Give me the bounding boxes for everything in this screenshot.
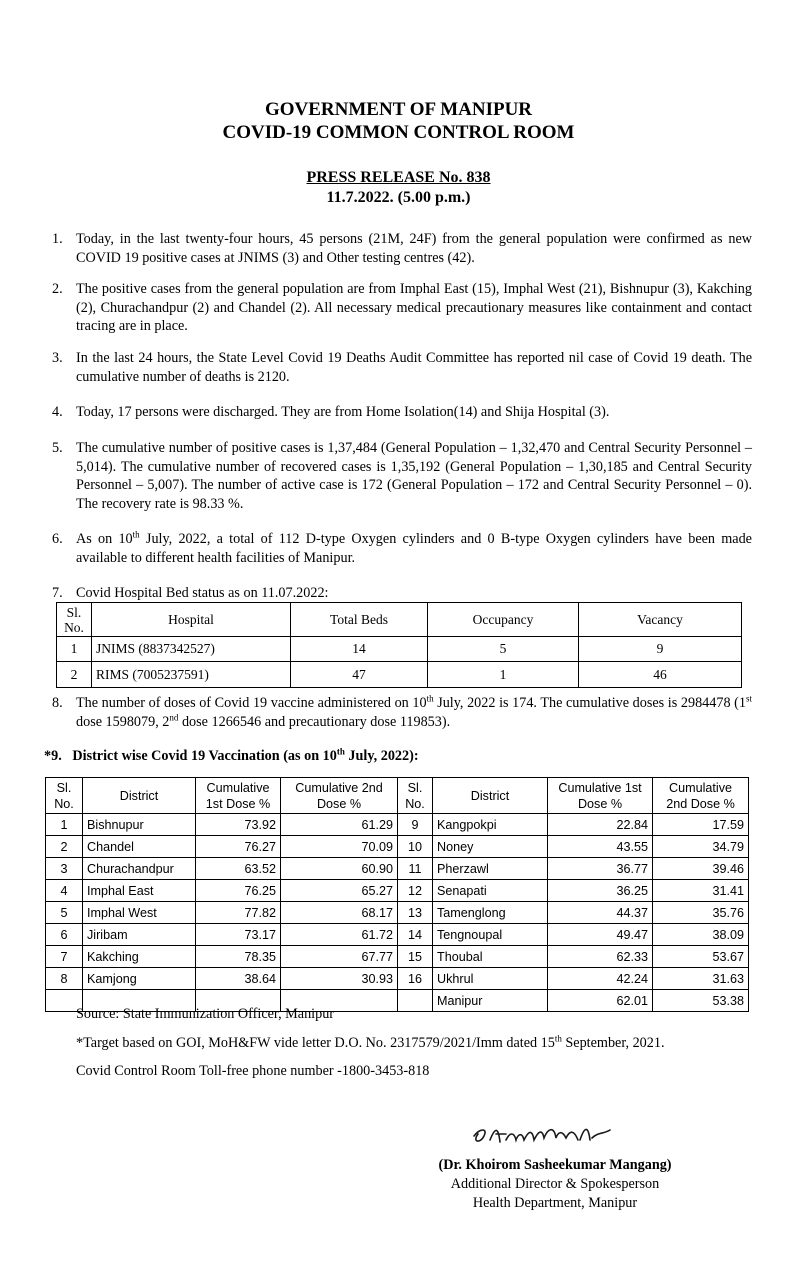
superscript: nd xyxy=(169,711,179,722)
signatory-name: (Dr. Khoirom Sasheekumar Mangang) xyxy=(438,1157,672,1173)
table-row xyxy=(46,880,749,902)
table-cell: Tengnoupal xyxy=(433,924,548,946)
table-cell: 38.64 xyxy=(196,968,281,990)
source-note: Source: State Immunization Officer, Manipur xyxy=(76,1006,335,1022)
item-number: 5. xyxy=(52,440,63,456)
table-cell: 22.84 xyxy=(548,814,653,836)
item-text: The positive cases from the general population are from Imphal East (15), Imphal West (21), Bishnupur (3), Kakching (2), Churachandpur (2) and Chandel (2). All necessary medical precautionary measures like containment and contact tracing are in place. xyxy=(76,281,752,334)
table-cell: 36.77 xyxy=(548,858,653,880)
table-cell: 12 xyxy=(398,880,433,902)
table-cell: 2 xyxy=(46,836,83,858)
table-cell: Pherzawl xyxy=(433,858,548,880)
column-header: District xyxy=(433,778,548,814)
item-8 xyxy=(52,694,752,731)
table-cell: 70.09 xyxy=(281,836,398,858)
table-cell: 15 xyxy=(398,946,433,968)
table-cell: 39.46 xyxy=(653,858,749,880)
table-cell: 5 xyxy=(428,637,579,662)
table-cell: Manipur xyxy=(433,990,548,1012)
column-header: Hospital xyxy=(92,603,291,637)
item-number: 8. xyxy=(52,695,63,711)
table-cell: 46 xyxy=(579,662,742,688)
table-cell: 53.38 xyxy=(653,990,749,1012)
table-cell: 30.93 xyxy=(281,968,398,990)
table-cell: 68.17 xyxy=(281,902,398,924)
table-cell: 1 xyxy=(57,637,92,662)
item-1 xyxy=(52,230,752,267)
table-cell: Chandel xyxy=(83,836,196,858)
table-cell: 10 xyxy=(398,836,433,858)
table-cell: 36.25 xyxy=(548,880,653,902)
table-cell: Churachandpur xyxy=(83,858,196,880)
signatory-department: Health Department, Manipur xyxy=(472,1195,638,1211)
release-datetime: 11.7.2022. (5.00 p.m.) xyxy=(326,189,471,206)
superscript: th xyxy=(132,529,140,540)
table-cell: RIMS (7005237591) xyxy=(92,662,291,688)
table-row xyxy=(46,924,749,946)
table-row xyxy=(57,637,742,662)
table-cell: 14 xyxy=(291,637,428,662)
table-cell: 76.27 xyxy=(196,836,281,858)
table-cell: 35.76 xyxy=(653,902,749,924)
column-header: Occupancy xyxy=(428,603,579,637)
text-part: July, 2022 is 174. The cumulative doses is 2984478 (1 xyxy=(433,695,746,711)
column-header: Vacancy xyxy=(579,603,742,637)
table-cell: 73.17 xyxy=(196,924,281,946)
table-cell: 47 xyxy=(291,662,428,688)
table-cell: Imphal East xyxy=(83,880,196,902)
target-note xyxy=(76,1034,665,1052)
column-header: Cumulative 2nd Dose % xyxy=(653,778,749,814)
table-cell: 43.55 xyxy=(548,836,653,858)
superscript: th xyxy=(336,746,345,757)
table-cell: 44.37 xyxy=(548,902,653,924)
item-text xyxy=(76,694,752,731)
column-header: Cumulative 1st Dose % xyxy=(196,778,281,814)
item-2 xyxy=(52,280,752,336)
table-cell: 62.01 xyxy=(548,990,653,1012)
handwritten-signature xyxy=(470,1114,630,1154)
press-release-header xyxy=(0,168,797,208)
table-cell: 3 xyxy=(46,858,83,880)
control-room-title: COVID-19 COMMON CONTROL ROOM xyxy=(222,122,575,143)
item-text: Today, 17 persons were discharged. They are from Home Isolation(14) and Shija Hospital (3). xyxy=(76,404,610,420)
table-header-row xyxy=(46,778,749,814)
item-3 xyxy=(52,349,752,386)
superscript: st xyxy=(745,693,752,704)
column-header: Cumulative 2nd Dose % xyxy=(281,778,398,814)
text-part: July, 2022): xyxy=(344,748,419,764)
text-part: September, 2021. xyxy=(561,1035,665,1051)
table-cell: 63.52 xyxy=(196,858,281,880)
table-row xyxy=(57,662,742,688)
table-row xyxy=(46,836,749,858)
table-cell: 34.79 xyxy=(653,836,749,858)
table-cell: 31.41 xyxy=(653,880,749,902)
table-cell: 61.29 xyxy=(281,814,398,836)
table-cell: Ukhrul xyxy=(433,968,548,990)
document-header xyxy=(0,98,797,144)
table-cell: Thoubal xyxy=(433,946,548,968)
table-cell xyxy=(398,990,433,1012)
table-cell: 60.90 xyxy=(281,858,398,880)
table-row xyxy=(46,814,749,836)
item-number: 1. xyxy=(52,231,63,247)
item-number: 2. xyxy=(52,281,63,297)
column-header: Total Beds xyxy=(291,603,428,637)
table-cell: 49.47 xyxy=(548,924,653,946)
column-header: Sl. No. xyxy=(398,778,433,814)
table-cell: 17.59 xyxy=(653,814,749,836)
text-part: *Target based on GOI, MoH&FW vide letter D.O. No. 2317579/2021/Imm dated 15 xyxy=(76,1035,555,1051)
table-header-row xyxy=(57,603,742,637)
table-cell: 62.33 xyxy=(548,946,653,968)
table-cell: 77.82 xyxy=(196,902,281,924)
table-cell: Tamenglong xyxy=(433,902,548,924)
table-cell: Kamjong xyxy=(83,968,196,990)
table-cell: Kakching xyxy=(83,946,196,968)
table-cell: 42.24 xyxy=(548,968,653,990)
tollfree-note: Covid Control Room Toll-free phone number -1800-3453-818 xyxy=(76,1063,430,1079)
press-release-number: PRESS RELEASE No. 838 xyxy=(306,169,491,186)
table-row xyxy=(46,968,749,990)
table-cell: JNIMS (8837342527) xyxy=(92,637,291,662)
superscript: th xyxy=(426,693,434,704)
table-cell: 14 xyxy=(398,924,433,946)
item-text: In the last 24 hours, the State Level Covid 19 Deaths Audit Committee has reported nil case of Covid 19 death. The cumulative number of deaths is 2120. xyxy=(76,350,752,385)
item-number: 4. xyxy=(52,404,63,420)
text-part: dose 1266546 and precautionary dose 119853). xyxy=(178,713,451,730)
table-cell: 76.25 xyxy=(196,880,281,902)
table-cell: 31.63 xyxy=(653,968,749,990)
table-cell: 16 xyxy=(398,968,433,990)
govt-title: GOVERNMENT OF MANIPUR xyxy=(264,99,533,120)
table-cell: 11 xyxy=(398,858,433,880)
table-cell: 73.92 xyxy=(196,814,281,836)
table-cell: 1 xyxy=(428,662,579,688)
table-cell: 9 xyxy=(579,637,742,662)
table-cell: 78.35 xyxy=(196,946,281,968)
item-number: 3. xyxy=(52,350,63,366)
signatory-block xyxy=(400,1156,710,1213)
table-cell: 7 xyxy=(46,946,83,968)
item-text xyxy=(76,530,752,567)
column-header: District xyxy=(83,778,196,814)
item-text: Covid Hospital Bed status as on 11.07.2022: xyxy=(76,585,329,601)
table-cell: Jiribam xyxy=(83,924,196,946)
table-cell: 4 xyxy=(46,880,83,902)
table-cell: Senapati xyxy=(433,880,548,902)
table-cell: 9 xyxy=(398,814,433,836)
table-cell: Bishnupur xyxy=(83,814,196,836)
text-part: The number of doses of Covid 19 vaccine administered on 10 xyxy=(76,695,427,711)
item-7 xyxy=(52,584,752,603)
column-header: Cumulative 1st Dose % xyxy=(548,778,653,814)
superscript: th xyxy=(554,1033,562,1044)
column-header: Sl. No. xyxy=(57,603,92,637)
item-number: 6. xyxy=(52,531,63,547)
table-cell: 38.09 xyxy=(653,924,749,946)
hospital-bed-table xyxy=(56,602,742,688)
table-cell: 2 xyxy=(57,662,92,688)
vaccination-table xyxy=(45,777,749,1012)
table-cell: 65.27 xyxy=(281,880,398,902)
column-header: Sl. No. xyxy=(46,778,83,814)
table-cell: 53.67 xyxy=(653,946,749,968)
table-cell: Noney xyxy=(433,836,548,858)
item-text: The cumulative number of positive cases is 1,37,484 (General Population – 1,32,470 and Central Security Personnel – 5,014). The cumulative number of recovered cases is 1,35,192 (General Population – 1,30,185 and Central Security Personnel – 5,007). The number of active case is 172 (General Population – 172 and Central Security Personnel – 0). The recovery rate is 98.33 %. xyxy=(76,440,752,512)
table-cell: Imphal West xyxy=(83,902,196,924)
table-cell: 8 xyxy=(46,968,83,990)
item-5 xyxy=(52,439,752,513)
table-cell: 5 xyxy=(46,902,83,924)
table-cell: 6 xyxy=(46,924,83,946)
text-part: *9. District wise Covid 19 Vaccination (as on 10 xyxy=(44,748,337,764)
item-6 xyxy=(52,530,752,567)
table-cell: 67.77 xyxy=(281,946,398,968)
signatory-title: Additional Director & Spokesperson xyxy=(450,1176,660,1192)
table-cell: 13 xyxy=(398,902,433,924)
text-part: July, 2022, a total of 112 D-type Oxygen cylinders and 0 B-type Oxygen cylinders have been made available to different health facilities of Manipur. xyxy=(76,531,752,566)
table-cell: 61.72 xyxy=(281,924,398,946)
item-4 xyxy=(52,403,752,422)
text-part: As on 10 xyxy=(76,531,133,547)
text-part: dose 1598079, 2 xyxy=(76,713,170,730)
table-cell: 1 xyxy=(46,814,83,836)
item-number: 7. xyxy=(52,585,63,601)
table-row xyxy=(46,858,749,880)
vaccination-heading xyxy=(44,748,419,765)
table-row xyxy=(46,946,749,968)
table-cell: Kangpokpi xyxy=(433,814,548,836)
table-row xyxy=(46,902,749,924)
item-text: Today, in the last twenty-four hours, 45 persons (21M, 24F) from the general population were confirmed as new COVID 19 positive cases at JNIMS (3) and Other testing centres (42). xyxy=(76,231,752,266)
